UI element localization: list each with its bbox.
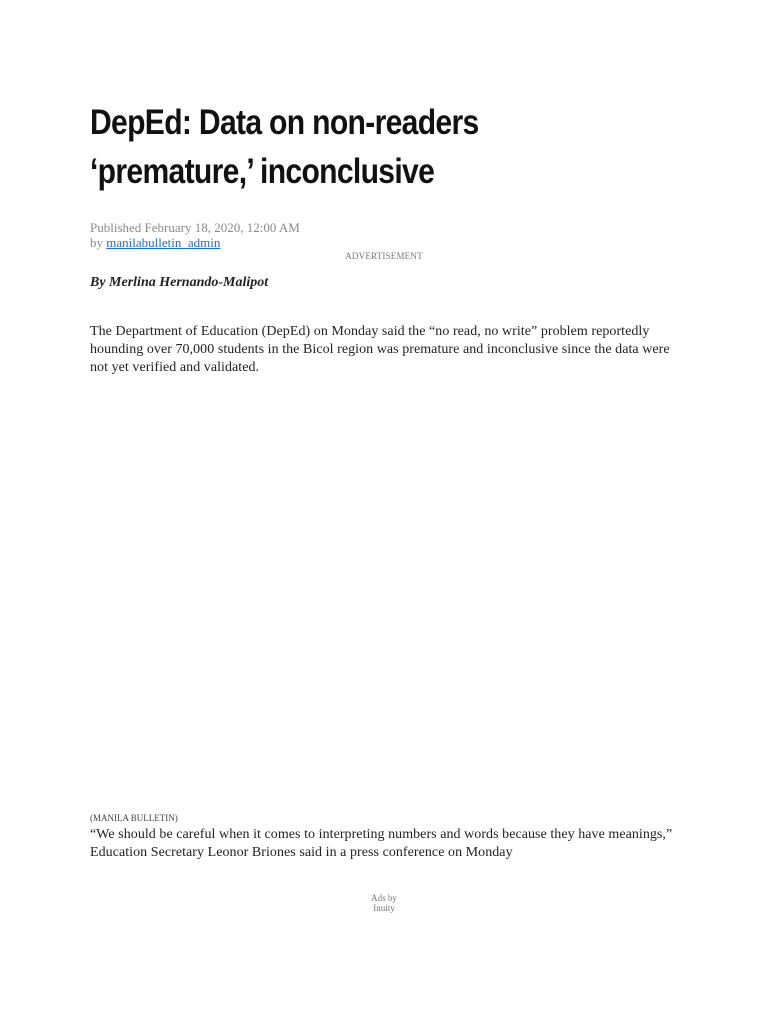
article-paragraph-1: The Department of Education (DepEd) on Monday said the “no read, no write” problem reportedly hounding over 70,000 students in the Bicol region was premature and inconclusive since the data were not yet verified and validated. bbox=[90, 324, 670, 375]
ads-by-line-1: Ads by bbox=[371, 893, 397, 903]
advertisement-label: ADVERTISEMENT bbox=[345, 251, 423, 261]
byline: By Merlina Hernando-Malipot bbox=[90, 275, 269, 290]
ads-by-attribution[interactable] bbox=[90, 893, 678, 913]
image-caption: (MANILA BULLETIN) bbox=[90, 813, 178, 823]
by-prefix: by bbox=[90, 235, 107, 250]
headline-line-1: DepEd: Data on non-readers bbox=[90, 103, 479, 142]
headline-line-2: ‘premature,’ inconclusive bbox=[90, 152, 435, 191]
article-paragraph-2: “We should be careful when it comes to interpreting numbers and words because they have meanings,” Education Secretary Leonor Briones said in a press conference on Monday bbox=[90, 827, 673, 860]
ads-by-line-2: Inuity bbox=[373, 903, 395, 913]
article-headline bbox=[90, 98, 597, 196]
advertisement-space bbox=[90, 390, 680, 800]
published-date: Published February 18, 2020, 12:00 AM bbox=[90, 220, 300, 235]
author-link[interactable]: manilabulletin_admin bbox=[106, 235, 221, 250]
author-meta bbox=[90, 235, 220, 250]
